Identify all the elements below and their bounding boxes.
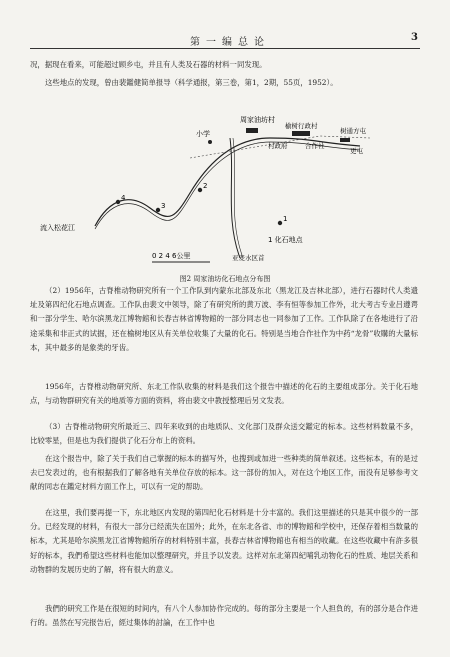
village-marker-yushu [292,131,310,136]
label-yushu: 榆树行政村 [285,122,318,130]
figure-caption: 图2 周家油坊化石地点分布图 [179,275,271,283]
paragraph-1956-survey: （2）1956年，古脊椎动物研究所有一个工作队到内蒙东北部及东北（黑龙江及吉林北部），进行石器时代人类遗址及第四纪化石地点调查。工作队由裴文中领导，除了有研究所的黄万波、李有恒等参加工作外，北大考古专业吕遵谔和一部分学生、哈尔滨黑龙江博物館和长春吉林省博物館的一部分同志也一同参加了工作。工作队除了在各地进行了沿途采集和非正式的试掘，还在榆树地区从有关单位收集了大量的化石。特别是当地合作社作为中药“龙骨”收購的大量标本，其中最多的是象类的牙齿。 [30,286,418,352]
label-reservoir: 亚麦水区首 [232,254,265,262]
paragraph-northeast-materials: 在这里，我们要再提一下，东北地区内发现的第四纪化石材料是十分丰富的。我们这里描述的只是其中很少的一部分。已经发现的材料，有很大一部分已经流失在国外；此外，在东北各省、市的博物館和学校中，还保存着相当数量的标本，尤其是哈尔滨黑龙江省博物館所存的材料特别丰富，長春吉林省博物館也有相当的收藏。在这些收藏中有許多很好的标本，我們希望这些材料也能加以整理研究，并且予以发表。这样对东北第四紀哺乳动物化石的性质、地层关系和动物群的发展历史的了解，将有很大的意义。 [30,508,418,574]
tributary-line [230,138,240,258]
paragraph-report-scope: 在这个报告中，除了关于我们自己掌握的标本的描写外，也搜到或加进一些种类的简单叙述。这些标本，有的是过去已发表过的，也有根据我们了解各地有关单位存放的标本。这一部份的加入，对在这个地区工作，而没有足够参考文献的同志在鑑定材料方面工作上，可以有一定的帮助。 [30,454,418,492]
school-marker [208,140,212,144]
running-header [30,30,420,49]
river-line [95,138,360,226]
locality-point-4 [116,200,120,204]
village-marker-shutong [340,138,350,142]
paragraph-collaboration: 我們的研究工作是在很短的时间内，有八个人参加协作完成的。每的部分主要是一个人担負的，有的部分是合作进行的。虽然在写完报告后，經过集体的討論，在工作中也 [30,604,418,628]
label-zhoujia: 周家油坊村 [240,116,275,124]
village-marker-zhoujia [246,128,258,133]
locality-map-figure [0,98,450,273]
locality-point-1 [278,221,282,225]
paragraph-specimens-received: （3）古脊椎动物研究所最近三、四年来收到的由地质队、文化部门及群众送交鑑定的标本。这些材料数量不多，比较零星，但是也为我们提供了化石分布上的资料。 [30,422,418,446]
locality-number-4: 4 [121,194,126,202]
page-number: 3 [411,32,418,43]
river-bank-line [95,142,360,229]
paragraph-continuation: 况，据现在看来，可能超过顾乡屯，并且有人类及石器的材料一同发现。 [30,60,267,69]
locality-number-3: 3 [161,202,166,210]
label-fossil-locality: 1 化石地点 [268,236,303,244]
locality-point-2 [198,188,202,192]
section-title: 第一编总论 [190,37,270,48]
paragraph-discovery-report: 这些地点的发现，曾由裴鑑健简单报导（科学通报，第三卷，第1，2期，55页，1952）。 [45,78,338,87]
paragraph-collection: 1956年，古脊椎动物研究所、东北工作队收集的材料是我们这个报告中描述的化石的主要组成部分。关于化石地点，与动物群研究有关的地质等方面的资料，将由裴文中教授整理后另文发表。 [30,382,418,406]
locality-number-2: 2 [203,182,208,190]
label-scale: 0 2 4 6公里 [152,252,191,260]
label-songhua-inflow: 流入松花江 [40,224,75,232]
label-shutong-1: 树通方屯 [340,127,366,135]
label-village-gov: 村政府 [268,142,288,150]
label-coop: 合作社 [305,142,325,150]
locality-point-3 [156,208,160,212]
label-school: 小学 [196,130,210,138]
label-shutong-2: 更屯 [350,147,363,155]
locality-number-1: 1 [283,215,288,223]
